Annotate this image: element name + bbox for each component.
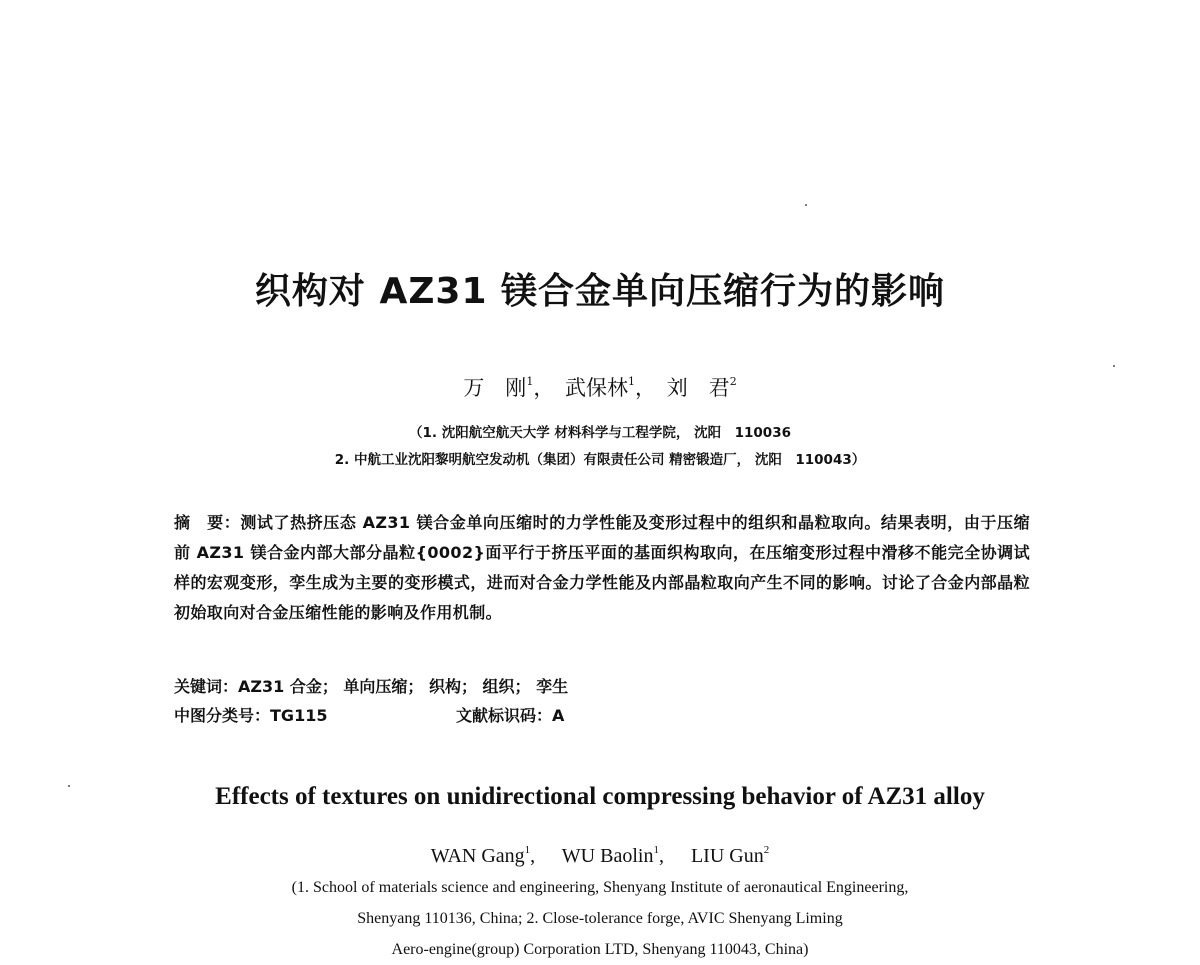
english-author-2: WU Baolin$^1$,	[561, 844, 664, 867]
chinese-affiliations	[0, 420, 1200, 474]
chinese-authors	[0, 367, 1200, 403]
scan-speck	[1113, 365, 1115, 367]
scan-speck	[805, 204, 807, 206]
abstract-text: 测试了热挤压态 AZ31 镁合金单向压缩时的力学性能及变形过程中的组织和晶粒取向。结果表明，由于压缩前 AZ31 镁合金内部大部分晶粒{0002}面平行于挤压平面的基面织构取向，在压缩变形过程中滑移不能完全协调试样的宏观变形，孪生成为主要的变形模式，进而对合金力学性能及内部晶粒取向产生不同的影响。讨论了合金内部晶粒初始取向对合金压缩性能的影响及作用机制。	[174, 513, 1030, 622]
english-title: Effects of textures on unidirectional compressing behavior of AZ31 alloy	[215, 783, 985, 810]
keywords-value: AZ31 合金； 单向压缩； 织构； 组织； 孪生	[238, 677, 569, 696]
english-affiliations	[0, 872, 1200, 965]
chinese-abstract	[174, 508, 1030, 628]
chinese-author-1: 万 刚$^1$，	[463, 375, 555, 400]
keywords-line	[174, 674, 568, 700]
classification-line	[174, 703, 565, 729]
doc-code	[456, 703, 564, 729]
english-affiliation-line-3: Aero-engine(group) Corporation LTD, Shenyang 110043, China)	[391, 941, 809, 958]
keywords-label: 关键词：	[174, 677, 239, 696]
english-authors	[0, 836, 1200, 870]
doc-code-value: A	[552, 706, 565, 725]
doc-code-label: 文献标识码：	[456, 706, 553, 725]
chinese-author-3: 刘 君$^2$	[666, 375, 737, 400]
chinese-author-2: 武保林$^1$，	[565, 375, 656, 400]
scan-speck	[68, 785, 70, 787]
chinese-affiliation-line-2: 2. 中航工业沈阳黎明航空发动机（集团）有限责任公司 精密锻造厂， 沈阳 110043）	[334, 452, 866, 468]
chinese-title: 织构对 AZ31 镁合金单向压缩行为的影响	[254, 271, 946, 312]
english-author-1: WAN Gang$^1$,	[430, 844, 536, 867]
english-affiliation-line-2: Shenyang 110136, China; 2. Close-tolerance forge, AVIC Shenyang Liming	[357, 910, 843, 927]
english-affiliation-line-1: (1. School of materials science and engineering, Shenyang Institute of aeronautical Engineering,	[291, 879, 909, 896]
class-value: TG115	[270, 706, 328, 725]
chinese-affiliation-line-1: （1. 沈阳航空航天大学 材料科学与工程学院， 沈阳 110036	[409, 425, 791, 441]
abstract-label: 摘 要：	[174, 513, 241, 532]
english-author-3: LIU Gun$^2$	[690, 844, 770, 867]
class-label: 中图分类号：	[174, 706, 271, 725]
